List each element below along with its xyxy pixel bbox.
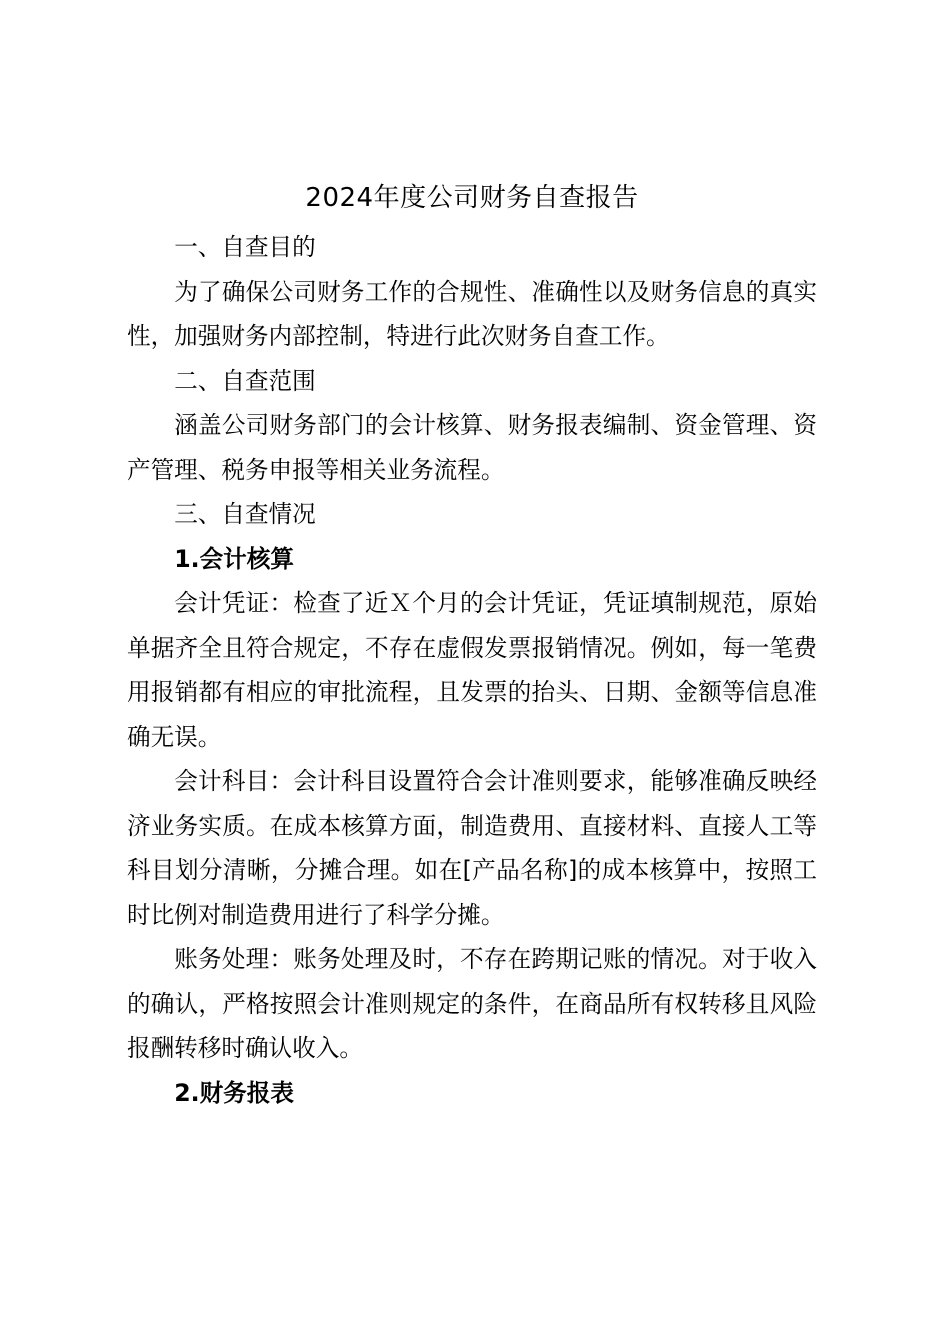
paragraph-processing: 账务处理：账务处理及时，不存在跨期记账的情况。对于收入的确认，严格按照会计准则规定的条件，在商品所有权转移且风险报酬转移时确认收入。 bbox=[127, 945, 817, 1062]
paragraph-purpose: 为了确保公司财务工作的合规性、准确性以及财务信息的真实性，加强财务内部控制，特进行此次财务自查工作。 bbox=[127, 277, 817, 350]
document-body bbox=[127, 178, 817, 1115]
section-heading-scope: 二、自查范围 bbox=[174, 366, 316, 395]
paragraph-voucher: 会计凭证：检查了近Ｘ个月的会计凭证，凭证填制规范，原始单据齐全且符合规定，不存在虚假发票报销情况。例如，每一笔费用报销都有相应的审批流程，且发票的抬头、日期、金额等信息准确无误。 bbox=[127, 589, 817, 751]
subsection-heading-accounting: 1.会计核算 bbox=[174, 544, 294, 573]
section-heading-situation: 三、自查情况 bbox=[174, 500, 316, 528]
subsection-heading-reports: 2.财务报表 bbox=[174, 1078, 294, 1107]
section-heading-purpose: 一、自查目的 bbox=[174, 233, 316, 261]
document-title: 2024年度公司财务自查报告 bbox=[305, 183, 639, 213]
paragraph-scope: 涵盖公司财务部门的会计核算、财务报表编制、资金管理、资产管理、税务申报等相关业务流程。 bbox=[127, 411, 817, 484]
paragraph-subject: 会计科目：会计科目设置符合会计准则要求，能够准确反映经济业务实质。在成本核算方面，制造费用、直接材料、直接人工等科目划分清晰，分摊合理。如在[产品名称]的成本核算中，按照工时比例对制造费用进行了科学分摊。 bbox=[127, 767, 817, 929]
